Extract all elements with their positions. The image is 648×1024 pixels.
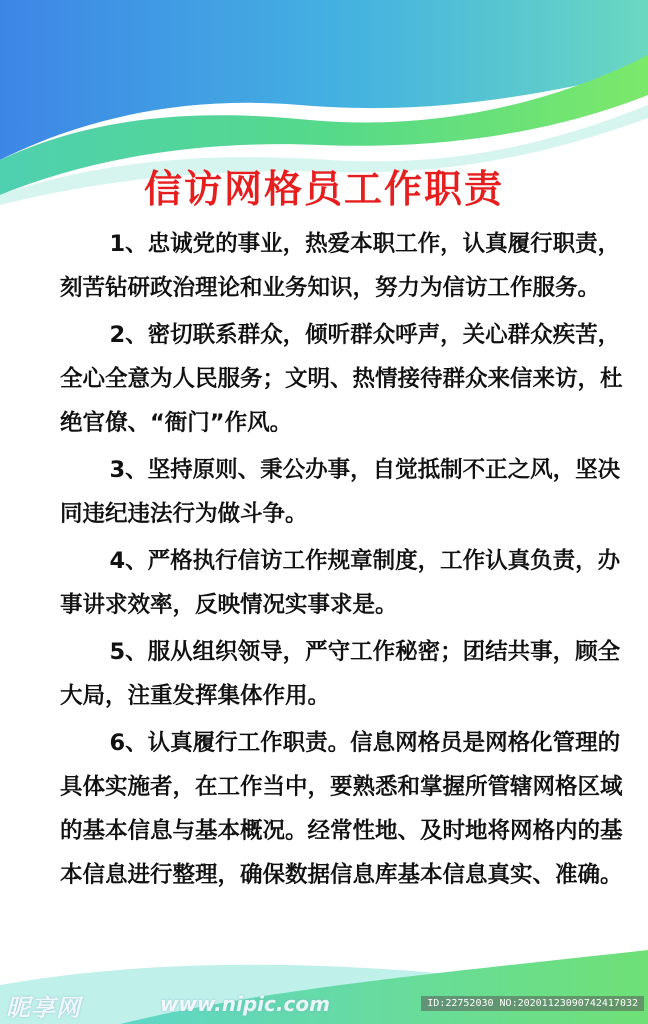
duty-item-3: 3、坚持原则、秉公办事，自觉抵制不正之风，坚决同违纪违法行为做斗争。 (60, 457, 621, 527)
watermark-url: www.nipic.com (160, 992, 330, 1016)
duty-item-2: 2、密切联系群众，倾听群众呼声，关心群众疾苦，全心全意为人民服务；文明、热情接待群众来信来访，杜绝官僚、“衙门”作风。 (60, 322, 623, 436)
duty-item-5: 5、服从组织领导，严守工作秘密；团结共事，顾全大局，注重发挥集体作用。 (60, 639, 621, 709)
duty-item-4: 4、严格执行信访工作规章制度，工作认真负责，办事讲求效率，反映情况实事求是。 (60, 548, 621, 618)
watermark-id: ID:22752030 NO:20201123090742417032 (421, 996, 644, 1011)
duty-item-6: 6、认真履行工作职责。信息网格员是网格化管理的具体实施者，在工作当中，要熟悉和掌握所管辖网格区域的基本信息与基本概况。经常性地、及时地将网格内的基本信息进行整理，确保数据信息库基本信息真实、准确。 (60, 730, 623, 888)
duty-list (60, 222, 630, 900)
watermark-logo: 昵享网 (6, 994, 81, 1022)
duty-item-1: 1、忠诚党的事业，热爱本职工作，认真履行职责，刻苦钻研政治理论和业务知识，努力为信访工作服务。 (60, 231, 621, 301)
page-title: 信访网格员工作职责 (143, 167, 504, 211)
